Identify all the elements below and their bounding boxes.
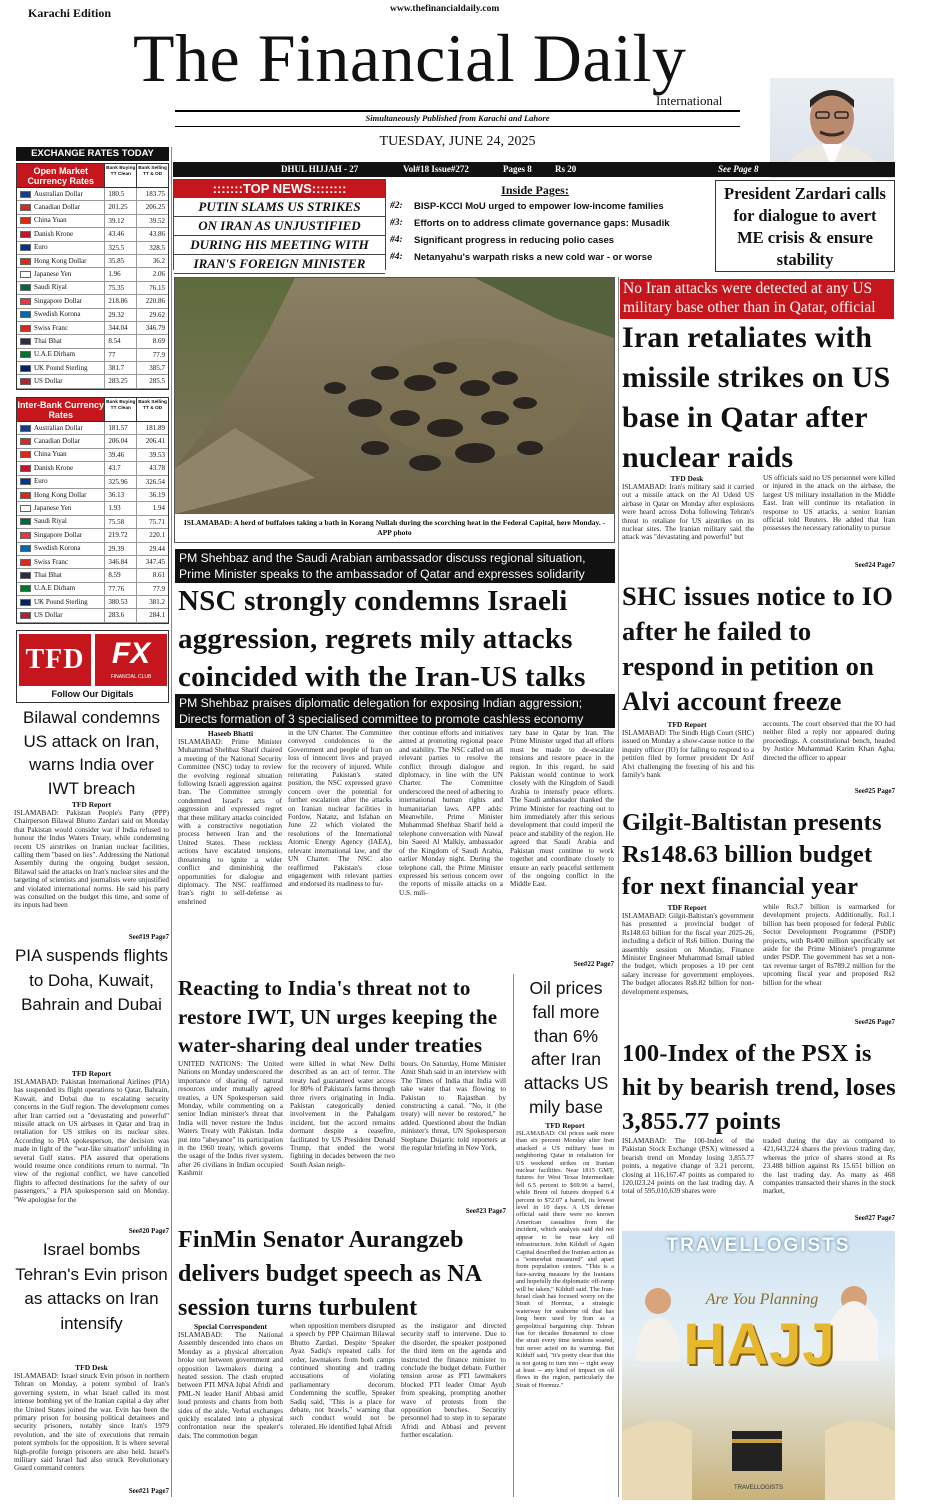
selling-rate: 328.5 — [136, 242, 168, 254]
iwt-col2: were killed in what New Delhi described as an act of terror. The treaty had guaranteed water access for 80% of Pakistan's farms through three rivers originating in India. Pakistan categorically denied involvement in the Pahalgam incident, but the accord remains dormant despite a ceasefire, facilitated by US President Donald Trump, that ended the worst fighting in decades between the two South Asian neigh- — [290, 1060, 395, 1169]
pia-headline[interactable]: PIA suspends flights to Doha, Kuwait, Bahrain and Dubai — [14, 946, 169, 1014]
buying-rate: 39.12 — [104, 215, 136, 227]
flag-icon — [20, 244, 31, 251]
gb-headline[interactable]: Gilgit-Baltistan presents Rs148.63 billion budget for next financial year — [622, 809, 882, 900]
buying-rate: 218.86 — [104, 295, 136, 307]
bilawal-byline: TFD Report — [71, 800, 112, 809]
buying-rate: 380.53 — [104, 596, 136, 608]
buffalo-photo — [175, 278, 614, 514]
masthead-subtitle: International — [656, 93, 723, 108]
buying-rate: 75.58 — [104, 516, 136, 528]
masthead-tagline: Simultaneously Published from Karachi and Lahore — [365, 113, 550, 123]
currency-name — [17, 282, 104, 294]
buying-rate: 206.04 — [104, 435, 136, 447]
buying-rate: 1.96 — [104, 268, 136, 280]
currency-label: Swedish Korona — [34, 310, 81, 319]
buying-col-header: Bank Buying TT Clean — [104, 164, 136, 187]
currency-label: Hong Kong Dollar — [34, 490, 87, 499]
finmin-col2: when opposition members disrupted a speech by PPP Chairman Bilawal Bhutto Zardari. Despite Speaker Ayaz Sadiq's repeated calls for order, lawmakers from both camps continued shouting and trading accusations of violating parliamentary decorum. Condemning the scuffle, Speaker Sadiq said, "This is a place for debate, not brawls," warning that such conduct would not be tolerated. He identified Iqbal Afridi — [290, 1322, 395, 1431]
currency-label: Swiss Franc — [34, 323, 69, 332]
buying-rate: 39.46 — [104, 449, 136, 461]
flag-icon — [20, 612, 31, 619]
currency-label: Saudi Riyal — [34, 283, 67, 292]
ticker-saudi-line1: PM Shehbaz and the Saudi Arabian ambassador discuss regional situation, — [179, 551, 586, 565]
psx-col1: ISLAMABAD: The 100-Index of the Pakistan Stock Exchange (PSX) witnessed a bearish trend on Monday losing 3,855.77 points, a negative change of 3.21 percent, closing at 116,167.47 points as compared to 120,023.24 points on the last trading day. A total of 595,010,639 shares were — [622, 1137, 754, 1196]
inside-page-number: #3: — [390, 218, 403, 228]
shc-col2: accounts. The court observed that the IO had neither filed a reply nor appeared during proceedings. A constitutional bench, headed by Justice Muhammad Karim Khan Agha, directed the officer to appear — [763, 720, 895, 762]
digital-logos — [16, 630, 169, 703]
currency-label: US Dollar — [34, 611, 63, 620]
selling-rate: 36.19 — [136, 489, 168, 501]
rate-row — [17, 489, 168, 502]
currency-name — [17, 529, 104, 541]
issue-date: TUESDAY, JUNE 24, 2025 — [379, 134, 536, 149]
currency-label: Hong Kong Dollar — [34, 256, 87, 265]
flag-icon — [20, 505, 31, 512]
iran-red-line1: No Iran attacks were detected at any US — [623, 280, 873, 297]
flag-icon — [20, 351, 31, 358]
top-news-item[interactable]: ON IRAN AS UNJUSTIFIED — [174, 217, 385, 236]
psx-see-page[interactable]: See#27 Page7 — [854, 1214, 895, 1222]
rate-row — [17, 242, 168, 255]
rate-row — [17, 335, 168, 348]
selling-rate: 381.2 — [136, 596, 168, 608]
top-news-box — [173, 179, 386, 270]
nsc-col4: tary base in Qatar by Iran. The Prime Minister urged that all efforts must be made to de-escalate tensions and restore peace in the region. In this regard, he said Pakistan would continue to work closely with the Kingdom of Saudi Arabia to intensify peace efforts. The Saudi ambassador thanked the Prime Minister for reaching out to him immediately after this serious development that could imperil the peace and stability of the region. He agreed that Saudi Arabia and Pakistan must continue to work together and coordinate closely to ensure an early peaceful settlement of the ongoing conflict in the Middle East. — [510, 729, 614, 889]
selling-rate: 220.1 — [136, 529, 168, 541]
rate-row — [17, 188, 168, 201]
inside-page-number: #2: — [390, 201, 403, 211]
currency-label: UK Pound Sterling — [34, 597, 88, 606]
selling-rate: 76.15 — [136, 282, 168, 294]
zardari-headline-box[interactable] — [715, 180, 895, 272]
currency-name — [17, 476, 104, 488]
ad-brand: TRAVELLOGISTS — [666, 1235, 851, 1256]
oil-body: ISLAMABAD: Oil prices sank more than six percent Monday after Iran attacked a US military base in neighboring Qatar in retaliation for US weekend strikes on Iranian nuclear facilities. Near 1815 GMT, futures for West Texas Intermediate fell 6.5 percent to $69.96 a barrel, while Brent oil futures dropped 6.4 percent to $72.07 a barrel, its lowest level in 10 days. A US defense official said there were no known American casualties from the incident, which analysts said did not appear to be near key oil infrastructure. John Kilduff of Again Capital described the Iranian action as a "somewhat measured" and apart from population centers. "This is a face-saving measure by the Iranians and hopefully the diplomatic off-ramp will be taken," Kilduff said. The Iran-Israel clash has focused worry on the Strait of Hormuz, a strategic waterway for seaborne oil that has long been used by Iran as a geopolitical bargaining chip. Tehran has for decades threatened to close the strait every time tensions soared, but never acted on its warning. But Kilduff said, "it's pretty clear that this is not going to turn into -- right away at least -- any kind of impact on oil flows in the region, particularly the Strait of Hormuz." — [516, 1130, 614, 1389]
iwt-col1: UNITED NATIONS: The United Nations on Monday underscored the importance of sharing of natural resources under mutually agreed treaties, a UN Spokesperson said Monday, while commenting on a senior Indian minister's threat that India will never restore the Indus Waters Treaty with Pakistan. India put into "abeyance" its participation in the 1960 treaty, which governs the usage of the Indus river system, after 26 civilians in Indian occupied Kashmir — [178, 1060, 283, 1178]
iran-col1: ISLAMABAD: Iran's military said it carried out a missile attack on the Al Udeid US airbase in Qatar on Monday after explosions were heard across Doha following Tehran's threat to retaliate for US airstrikes on its nuclear sites. The Iranian military said the attack was "devastating and powerful" but — [622, 483, 754, 542]
flag-icon — [20, 572, 31, 579]
inside-page-title: Netanyahu's warpath risks a new cold war - or worse — [414, 252, 653, 263]
rate-row — [17, 462, 168, 475]
currency-name — [17, 188, 104, 200]
nsc-see-page[interactable]: See#22 Page7 — [573, 960, 614, 968]
buying-rate: 29.39 — [104, 543, 136, 555]
buying-rate: 201.25 — [104, 201, 136, 213]
currency-name — [17, 462, 104, 474]
currency-name — [17, 201, 104, 213]
flag-icon — [20, 284, 31, 291]
rate-row — [17, 422, 168, 435]
finmin-col1: ISLAMABAD: The National Assembly descended into chaos on Monday as a physical altercation broke out between government and opposition lawmakers during a heated session. The clash erupted between PTI MNA Iqbal Afridi and PML-N leader Hanif Abbasi amid loud protests and chants from both sides of the aisle. Verbal exchanges quickly escalated into a physical confrontation near the speaker's dais. The commotion began — [178, 1331, 283, 1440]
currency-label: Singapore Dollar — [34, 530, 83, 539]
rate-row — [17, 295, 168, 308]
currency-name — [17, 449, 104, 461]
currency-label: Singapore Dollar — [34, 296, 83, 305]
selling-rate: 39.52 — [136, 215, 168, 227]
inside-page-number: #4: — [390, 252, 403, 262]
selling-rate: 2.06 — [136, 268, 168, 280]
inside-pages — [390, 183, 710, 271]
rate-row — [17, 215, 168, 228]
flag-icon — [20, 492, 31, 499]
selling-rate: 1.94 — [136, 502, 168, 514]
buying-rate: 29.32 — [104, 309, 136, 321]
gb-see-page[interactable]: See#26 Page7 — [854, 1018, 895, 1026]
see-page-link[interactable]: See Page 8 — [718, 164, 759, 174]
top-news-label: :::::::TOP NEWS:::::::: — [174, 180, 385, 198]
ticker-saudi-line2: Prime Minister speaks to the ambassador of Qatar and expresses solidarity — [179, 567, 585, 581]
currency-name — [17, 569, 104, 581]
buying-rate: 344.04 — [104, 322, 136, 334]
selling-rate: 29.44 — [136, 543, 168, 555]
finmin-col3: as the instigator and directed security staff to intervene. Due to the disorder, the speaker postponed the third item on the agenda and instructed the finance minister to conclude the budget debate. Further tension arose as PTI lawmakers blocked PTI leader Omar Ayub from speaking, prompting another wave of protests from the opposition benches. Security personnel had to step in to separate Afridi and Abbasi and prevent further escalation. — [401, 1322, 506, 1440]
hajj-advertisement[interactable] — [622, 1231, 895, 1500]
currency-label: Japanese Yen — [34, 504, 72, 513]
selling-rate: 326.54 — [136, 476, 168, 488]
currency-name — [17, 583, 104, 595]
buying-rate: 8.59 — [104, 569, 136, 581]
buying-rate: 283.6 — [104, 609, 136, 621]
inside-page-item[interactable] — [390, 215, 710, 232]
selling-rate: 77.9 — [136, 583, 168, 595]
inside-page-item[interactable] — [390, 198, 710, 215]
exchange-rates-title: EXCHANGE RATES TODAY — [16, 147, 169, 161]
rate-row — [17, 255, 168, 268]
selling-rate: 181.89 — [136, 422, 168, 434]
rate-row — [17, 609, 168, 622]
flag-icon — [20, 217, 31, 224]
currency-label: China Yuan — [34, 216, 67, 225]
top-news-item[interactable]: PUTIN SLAMS US STRIKES — [174, 198, 385, 217]
iran-see-page[interactable]: See#24 Page7 — [854, 561, 895, 569]
currency-label: Canadian Dollar — [34, 437, 81, 446]
psx-col2: traded during the day as compared to 421,643,224 shares the previous trading day, whereas the price of shares stood at Rs 23.488 billion against Rs 15.651 billion on the last trading day. As many as 468 companies transacted their shares in the stock market, — [763, 1137, 895, 1196]
flag-icon — [20, 231, 31, 238]
buying-rate: 8.54 — [104, 335, 136, 347]
price: Rs 20 — [555, 164, 577, 174]
selling-col-header: Bank Selling TT & OD — [136, 398, 168, 421]
flag-icon — [20, 365, 31, 372]
rate-row — [17, 228, 168, 241]
ticker-delegation-line2: Directs formation of 3 specialised committee to promote cashless economy — [179, 712, 584, 726]
edition-label: Karachi Edition — [28, 6, 112, 20]
open-market-label: Open Market Currency Rates — [17, 164, 104, 187]
shc-byline: TFD Report — [667, 720, 707, 729]
tfd-logo[interactable]: TFD — [19, 634, 91, 686]
selling-rate: 8.61 — [136, 569, 168, 581]
shc-col1: ISLAMABAD: The Sindh High Court (SHC) issued on Monday a show-cause notice to the inquiry officer (IO) for failing to respond to a petition filed by former president Dr Arif Alvi challenging the freezing of his and his family's bank — [622, 729, 754, 780]
inside-page-title: BISP-KCCI MoU urged to empower low-income families — [414, 201, 664, 212]
selling-rate: 206.41 — [136, 435, 168, 447]
flag-icon — [20, 298, 31, 305]
nsc-col1: ISLAMABAD: Prime Minister Muhammad Shehbaz Sharif chaired a meeting of the National Security Committee (NSC) today to review the evolving regional situation following Israeli aggression against Iran. The Committee strongly condemned Israel's acts of aggression and expressed regret that these military attacks coincided with a constructive negotiation process between Iran and the United States. These reckless actions have escalated tensions, threatening to ignite a wider conflict and diminishing the opportunities for dialogue and diplomacy. The NSC reaffirmed Iran's right to self-defense as enshrined — [178, 738, 282, 906]
gb-col2: while Rs3.7 billion is earmarked for development projects. Additionally, Rs1.1 billion has been proposed for federal Public Sector Development Programme (PSDP) projects, with Rs400 million specifically set aside for the Prime Minister's programme under PSDP. The government has set a non-tax revenue target of Rs789.2 million for the upcoming fiscal year and proposed Rs2 billion for the wheat — [763, 903, 895, 987]
flag-icon — [20, 465, 31, 472]
top-news-item[interactable]: DURING HIS MEETING WITH — [174, 236, 385, 255]
flag-icon — [20, 191, 31, 198]
currency-label: Japanese Yen — [34, 270, 72, 279]
ad-line1: Are You Planning — [705, 1291, 819, 1308]
ad-footer: TRAVELLOGISTS — [734, 1485, 783, 1491]
rate-row — [17, 569, 168, 582]
currency-label: Swedish Korona — [34, 544, 81, 553]
bilawal-headline[interactable]: Bilawal condemns US attack on Iran, warns India over IWT breach — [22, 708, 160, 798]
selling-rate: 77.9 — [136, 349, 168, 361]
selling-rate: 385.7 — [136, 362, 168, 374]
buying-rate: 36.13 — [104, 489, 136, 501]
follow-digitals-label: Follow Our Digitals — [51, 689, 134, 699]
ticker-delegation-line1: PM Shehbaz praises diplomatic delegation for exposing Indian aggression; — [179, 696, 583, 710]
currency-name — [17, 215, 104, 227]
rate-row — [17, 375, 168, 388]
currency-name — [17, 335, 104, 347]
inside-pages-label: Inside Pages: — [501, 183, 569, 197]
currency-label: Thai Bhat — [34, 337, 62, 345]
currency-label: US Dollar — [34, 377, 63, 386]
psx-headline[interactable]: 100-Index of the PSX is hit by bearish trend, loses 3,855.77 points — [622, 1040, 896, 1135]
currency-label: Euro — [34, 243, 48, 252]
inside-page-number: #4: — [390, 235, 403, 245]
buying-rate: 346.84 — [104, 556, 136, 568]
selling-rate: 220.86 — [136, 295, 168, 307]
finmin-byline: Special Correspondent — [194, 1322, 267, 1331]
website-url[interactable]: www.thefinancialdaily.com — [390, 4, 500, 14]
flag-icon — [20, 532, 31, 539]
buying-rate: 181.57 — [104, 422, 136, 434]
rate-row — [17, 476, 168, 489]
inside-page-title: Efforts on to address climate governance gaps: Musadik — [414, 218, 670, 229]
inter-bank-rates-table — [16, 397, 169, 624]
inside-page-item[interactable] — [390, 232, 710, 249]
currency-name — [17, 228, 104, 240]
rate-row — [17, 349, 168, 362]
evin-headline[interactable]: Israel bombs Tehran's Evin prison as attacks on Iran intensify — [15, 1240, 168, 1333]
fx-logo-text: FX — [111, 637, 151, 670]
flag-icon — [20, 585, 31, 592]
flag-icon — [20, 378, 31, 385]
iran-byline: TFD Desk — [670, 474, 704, 483]
currency-name — [17, 242, 104, 254]
buying-rate: 77.76 — [104, 583, 136, 595]
currency-name — [17, 556, 104, 568]
rate-row — [17, 362, 168, 375]
currency-name — [17, 516, 104, 528]
hijri-date: DHUL HIJJAH - 27 — [281, 164, 359, 174]
flag-icon — [20, 325, 31, 332]
open-market-rates-table — [16, 163, 169, 390]
currency-label: Australian Dollar — [34, 189, 83, 198]
currency-name — [17, 489, 104, 501]
ticker-saudi — [175, 549, 615, 583]
evin-see-page[interactable]: See#21 Page7 — [128, 1487, 169, 1495]
inside-page-title: Significant progress in reducing polio cases — [414, 235, 615, 246]
rate-row — [17, 435, 168, 448]
currency-label: Danish Krone — [34, 229, 74, 238]
flag-icon — [20, 311, 31, 318]
currency-label: Euro — [34, 477, 48, 486]
selling-rate: 43.78 — [136, 462, 168, 474]
nsc-col2: in the UN Charter. The Committee conveyed condolences to the Government and people of Iran on loss of innocent lives and prayed for the recovery of injured. While reiterating Pakistan's stated position, the NSC expressed grave concern over the potential for further escalation after the attacks on Iranian nuclear facilities in Fordow, Natanz, and Isfahan on June 22 which violated the resolutions of the International Atomic Energy Agency (IAEA), relevant international law, and the UN Charter. The NSC also reaffirmed Pakistan's close engagement with relevant parties and endorsed its readiness to fur- — [288, 729, 392, 889]
rate-row — [17, 543, 168, 556]
currency-label: Canadian Dollar — [34, 203, 81, 212]
buying-rate: 219.72 — [104, 529, 136, 541]
currency-label: UK Pound Sterling — [34, 363, 88, 372]
iwt-headline[interactable]: Reacting to India's threat not to restore IWT, UN urges keeping the water-sharing deal under treaties — [178, 976, 498, 1057]
flag-icon — [20, 451, 31, 458]
flag-icon — [20, 478, 31, 485]
rate-row — [17, 516, 168, 529]
buying-col-header: Bank Buying TT Clean — [104, 398, 136, 421]
pia-body: ISLAMABAD: Pakistan International Airlines (PIA) has suspended its flight operations to Qatar, Bahrain, Kuwait, and Dubai due to escalating security concerns in the Gulf region. The development comes after Iran carried out a "devastating and powerful" missile attack on US airbases in Qatar and Iraq in retaliation for US strikes on its nuclear sites. According to PIA spokesperson, the decision was made in light of the "war-like situation" unfolding in several Gulf states. PIA assured that operations would resume once conditions return to normal. "In view of the regional conflict, we have cancelled flights to affected destinations for the safety of our passengers," a PIA spokesperson said on Monday. "We apologise for the — [14, 1078, 169, 1204]
fx-logo-caption: FINANCIAL CLUB — [110, 674, 152, 680]
flag-icon — [20, 425, 31, 432]
currency-label: China Yuan — [34, 450, 67, 459]
currency-name — [17, 435, 104, 447]
info-bar — [173, 162, 895, 177]
iran-headline[interactable]: Iran retaliates with missile strikes on US base in Qatar after nuclear raids — [622, 321, 891, 474]
bilawal-body: ISLAMABAD: Pakistan People's Party (PPP) Chairperson Bilawal Bhutto Zardari said on Monday that Pakistan would consider war if India refused to honour the Indus Waters Treaty, while condemning recent US airstrikes on Iranian nuclear facilities, calling them "based on lies". Addressing the National Assembly during the ongoing budget session, Bilawal said the attacks on Iran's nuclear sites and the targeting of scientists and journalists were unjustified and violated international norms. He said his party was consulted on the budget this time, and some of its inputs had been — [14, 809, 169, 910]
iran-red-banner — [620, 279, 894, 319]
currency-name — [17, 362, 104, 374]
ticker-delegation — [175, 694, 615, 728]
selling-rate: 284.1 — [136, 609, 168, 621]
rate-row — [17, 309, 168, 322]
currency-label: Australian Dollar — [34, 423, 83, 432]
rate-row — [17, 282, 168, 295]
rate-row — [17, 449, 168, 462]
selling-col-header: Bank Selling TT & OD — [136, 164, 168, 187]
buying-rate: 381.7 — [104, 362, 136, 374]
flag-icon — [20, 271, 31, 278]
currency-name — [17, 349, 104, 361]
currency-name — [17, 309, 104, 321]
buying-rate: 43.7 — [104, 462, 136, 474]
nsc-byline: Haseeb Bhatti — [207, 729, 254, 738]
zardari-headline: President Zardari calls for dialogue to avert ME crisis & ensure stability — [724, 184, 886, 269]
flag-icon — [20, 258, 31, 265]
volume-issue: Vol#18 Issue#272 — [403, 164, 469, 174]
selling-rate: 285.5 — [136, 375, 168, 387]
selling-rate: 75.71 — [136, 516, 168, 528]
finmin-headline[interactable]: FinMin Senator Aurangzeb delivers budget speech as NA session turns turbulent — [178, 1227, 481, 1321]
gb-col1: ISLAMABAD: Gilgit-Baltistan's government has presented a provincial budget of Rs148.63 billion for the fiscal year 2025-26, including a deficit of Rs6 billion. During the assembly session on Monday, Finance Minister Engineer Muhammad Ismail tabled the budget, which proposes a 10 per cent salary increase for government employees. The budget allocates Rs8.82 billion for non-development expenses, — [622, 912, 754, 996]
photo-caption: ISLAMABAD: A herd of buffaloes taking a bath in Korang Nullah during the scorching heat in the Federal Capital, here Monday. - APP photo — [183, 518, 606, 537]
bilawal-see-page[interactable]: See#19 Page7 — [128, 933, 169, 941]
page-count: Pages 8 — [503, 164, 532, 174]
currency-name — [17, 255, 104, 267]
currency-label: U.A.E Dirham — [34, 350, 76, 359]
buying-rate: 77 — [104, 349, 136, 361]
selling-rate: 206.25 — [136, 201, 168, 213]
oil-headline[interactable]: Oil prices fall more than 6% after Iran attacks US mily base — [523, 978, 609, 1117]
currency-label: Saudi Riyal — [34, 517, 67, 526]
flag-icon — [20, 559, 31, 566]
iran-red-line2: military base other than in Qatar, official — [623, 299, 876, 316]
selling-rate: 346.79 — [136, 322, 168, 334]
flag-icon — [20, 438, 31, 445]
rate-row — [17, 201, 168, 214]
rate-row — [17, 583, 168, 596]
currency-name — [17, 268, 104, 280]
oil-byline: TFD Report — [545, 1121, 585, 1130]
buying-rate: 283.25 — [104, 375, 136, 387]
inside-page-item[interactable] — [390, 249, 710, 266]
buying-rate: 180.5 — [104, 188, 136, 200]
rate-row — [17, 556, 168, 569]
selling-rate: 183.75 — [136, 188, 168, 200]
buying-rate: 35.85 — [104, 255, 136, 267]
flag-icon — [20, 545, 31, 552]
pia-see-page[interactable]: See#20 Page7 — [128, 1227, 169, 1235]
selling-rate: 347.45 — [136, 556, 168, 568]
currency-name — [17, 596, 104, 608]
flag-icon — [20, 204, 31, 211]
iwt-see-page[interactable]: See#23 Page7 — [465, 1207, 506, 1215]
fx-logo[interactable] — [95, 634, 167, 686]
iran-col2: US officials said no US personnel were killed or injured in the attack on the airbase, the largest US military installation in the Middle East. Iran will continue its retaliation in response to US attacks, a senior Iranian official told Reuters. He added that Iran possesses the necessary rationality to pursue — [763, 474, 895, 533]
evin-byline: TFD Desk — [75, 1363, 108, 1372]
buffalo-photo-frame — [174, 277, 615, 543]
iwt-col3: bours. On Saturday, Home Minister Amit Shah said in an interview with The Times of India that India will take water that was flowing to Pakistan to Rajasthan by constructing a canal. "No, it (the treaty) will never be restored," he added. Questioned about the Indian minister's threat, UN Spokesperson Stephane Dujarric told reporters at the regular briefing in New York, — [401, 1060, 506, 1153]
flag-icon — [20, 518, 31, 525]
shc-headline[interactable]: SHC issues notice to IO after he failed to respond in petition on Alvi account freeze — [622, 581, 894, 716]
currency-label: Danish Krone — [34, 463, 74, 472]
selling-rate: 36.2 — [136, 255, 168, 267]
shc-see-page[interactable]: See#25 Page7 — [854, 787, 895, 795]
inter-bank-label: Inter-Bank Currency Rates — [17, 399, 104, 420]
currency-name — [17, 502, 104, 514]
nsc-headline[interactable]: NSC strongly condemns Israeli aggression, regrets mily attacks coincided with the Iran-US talks — [178, 585, 586, 693]
rate-row — [17, 268, 168, 281]
pia-byline: TFD Report — [71, 1069, 112, 1078]
ad-big-text: HAJJ — [683, 1312, 836, 1377]
buying-rate: 75.35 — [104, 282, 136, 294]
evin-body: ISLAMABAD: Israel struck Evin prison in northern Tehran on Monday, a potent symbol of Iran's governing system, in what Israel called its most intense bombing yet of the Iranian capital a day after the United States joined the war. Evin has been the primary prison for housing political detainees and security prisoners, notably since Iran's 1979 revolution, and the site of executions that remain potent symbols for the opposition. It is where several high-profile foreign prisoners are also held. Israel's military said Israel had also struck Revolutionary Guard command centers — [14, 1372, 169, 1473]
currency-name — [17, 543, 104, 555]
buying-rate: 43.46 — [104, 228, 136, 240]
selling-rate: 29.62 — [136, 309, 168, 321]
rate-row — [17, 596, 168, 609]
currency-label: U.A.E Dirham — [34, 584, 76, 593]
buying-rate: 325.5 — [104, 242, 136, 254]
selling-rate: 39.53 — [136, 449, 168, 461]
rate-row — [17, 502, 168, 515]
currency-name — [17, 322, 104, 334]
top-news-item[interactable]: IRAN'S FOREIGN MINISTER — [174, 255, 385, 274]
currency-name — [17, 375, 104, 387]
newspaper-title: The Financial Daily — [133, 20, 687, 96]
selling-rate: 8.69 — [136, 335, 168, 347]
currency-name — [17, 422, 104, 434]
currency-label: Thai Bhat — [34, 571, 62, 579]
nsc-col3: ther continue efforts and initiatives aimed at promoting regional peace and stability. The NSC called on all relevant parties to resolve the conflict through dialogue and diplomacy, in line with the UN Charter. The Committee underscored the need of adhering to international human rights and humanitarian laws. APP adds: Meanwhile, Prime Minister Muhammad Shehbaz Sharif held a telephone conversation with Nawaf bin Saeed Al Malkiy, ambassador of the Kingdom of Saudi Arabia, earlier Monday night. During the telephone call, the Prime Minister expressed his serious concern over the reports of missile attacks on a U.S. mili- — [399, 729, 503, 897]
currency-name — [17, 295, 104, 307]
rate-row — [17, 322, 168, 335]
rate-row — [17, 529, 168, 542]
buying-rate: 1.93 — [104, 502, 136, 514]
flag-icon — [20, 599, 31, 606]
selling-rate: 43.86 — [136, 228, 168, 240]
flag-icon — [20, 338, 31, 345]
buying-rate: 325.96 — [104, 476, 136, 488]
currency-name — [17, 609, 104, 621]
currency-label: Swiss Franc — [34, 557, 69, 566]
gb-byline: TDF Report — [667, 903, 707, 912]
